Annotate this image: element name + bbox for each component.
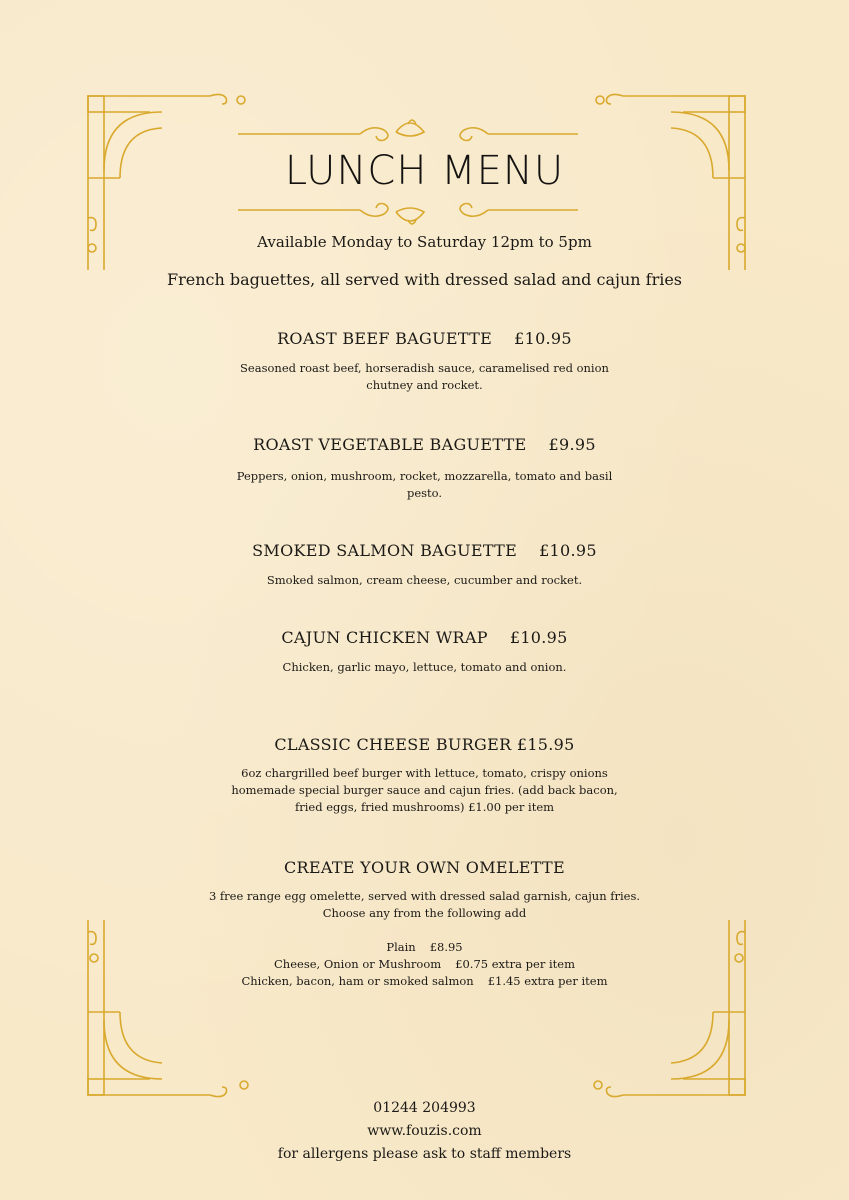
menu-item-cajun-chicken (0, 628, 849, 647)
option-label: Plain (386, 940, 416, 954)
menu-item-roast-vegetable (0, 435, 849, 454)
item-price: £10.95 (514, 329, 572, 348)
option-label: Chicken, bacon, ham or smoked salmon (241, 974, 474, 988)
menu-item-cheese-burger (0, 735, 849, 754)
description-line: chutney and rocket. (366, 378, 483, 392)
item-price: £10.95 (539, 541, 597, 560)
item-description (0, 360, 849, 394)
description-line: Chicken, garlic mayo, lettuce, tomato and onion. (282, 660, 567, 674)
description-line: 3 free range egg omelette, served with dressed salad garnish, cajun fries. (208, 889, 641, 903)
item-description (0, 659, 849, 676)
footer-allergens: for allergens please ask to staff members (277, 1146, 572, 1162)
item-price: £15.95 (516, 735, 575, 754)
item-name: SMOKED SALMON BAGUETTE (252, 541, 518, 560)
omelette-option (0, 939, 849, 956)
title-divider-bottom (238, 204, 578, 225)
item-description (0, 572, 849, 589)
description-line: homemade special burger sauce and cajun fries. (add back bacon, (231, 783, 618, 797)
title-divider-top (238, 120, 578, 141)
item-name: CLASSIC CHEESE BURGER (274, 735, 512, 754)
menu-item-roast-beef (0, 329, 849, 348)
option-label: Cheese, Onion or Mushroom (274, 957, 442, 971)
item-price: £9.95 (548, 435, 596, 454)
item-price: £10.95 (509, 628, 568, 647)
menu-item-smoked-salmon (0, 541, 849, 560)
omelette-option (0, 956, 849, 973)
availability-text: Available Monday to Saturday 12pm to 5pm (257, 233, 592, 251)
item-name: ROAST BEEF BAGUETTE (277, 329, 493, 348)
description-line: fried eggs, fried mushrooms) £1.00 per item (294, 800, 555, 814)
option-price: £8.95 (429, 940, 463, 954)
omelette-options (0, 939, 849, 990)
omelette-description (0, 888, 849, 922)
item-description (0, 468, 849, 502)
menu-title: LUNCH MENU (284, 148, 565, 194)
description-line: pesto. (406, 486, 443, 500)
description-line: Seasoned roast beef, horseradish sauce, caramelised red onion (240, 361, 609, 375)
item-name: CAJUN CHICKEN WRAP (281, 628, 488, 647)
option-price: £1.45 extra per item (487, 974, 608, 988)
omelette-title: CREATE YOUR OWN OMELETTE (283, 858, 566, 877)
omelette-option (0, 973, 849, 990)
intro-text: French baguettes, all served with dressed salad and cajun fries (166, 270, 683, 289)
option-price: £0.75 extra per item (455, 957, 575, 971)
item-name: ROAST VEGETABLE BAGUETTE (253, 435, 527, 454)
description-line: Peppers, onion, mushroom, rocket, mozzarella, tomato and basil (236, 469, 613, 483)
item-description (0, 765, 849, 816)
description-line: Choose any from the following add (322, 906, 527, 920)
footer-phone: 01244 204993 (373, 1100, 476, 1116)
footer-website[interactable]: www.fouzis.com (367, 1123, 482, 1139)
description-line: 6oz chargrilled beef burger with lettuce, tomato, crispy onions (241, 766, 608, 780)
description-line: Smoked salmon, cream cheese, cucumber and rocket. (266, 573, 583, 587)
